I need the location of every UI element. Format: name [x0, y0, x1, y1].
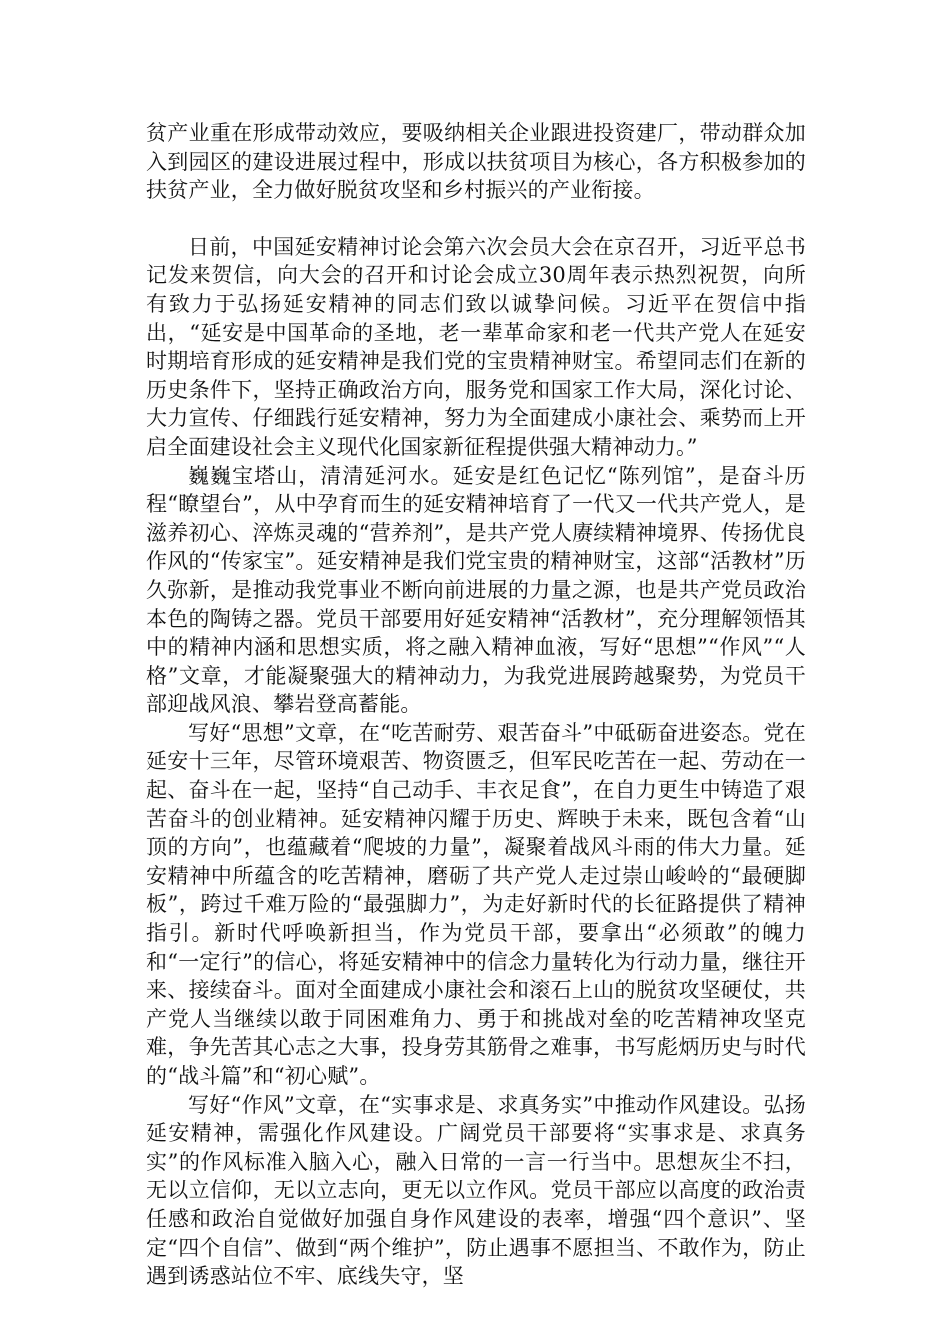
paragraph: 日前，中国延安精神讨论会第六次会员大会在京召开，习近平总书记发来贺信，向大会的召开和讨论会成立30周年表示热烈祝贺，向所有致力于弘扬延安精神的同志们致以诚挚问候。习近平在贺信中指出，“延安是中国革命的圣地，老一辈革命家和老一代共产党人在延安时期培育形成的延安精神是我们党的宝贵精神财宝。希望同志们在新的历史条件下，坚持正确政治方向，服务党和国家工作大局，深化讨论、大力宣传、仔细践行延安精神，努力为全面建成小康社会、乘势而上开启全面建设社会主义现代化国家新征程提供强大精神动力。”	[146, 234, 806, 459]
paragraph: 巍巍宝塔山，清清延河水。延安是红色记忆“陈列馆”，是奋斗历程“瞭望台”，从中孕育而生的延安精神培育了一代又一代共产党人，是滋养初心、淬炼灵魂的“营养剂”，是共产党人赓续精神境界、传扬优良作风的“传家宝”。延安精神是我们党宝贵的精神财宝，这部“活教材”历久弥新，是推动我党事业不断向前进展的力量之源，也是共产党员政治本色的陶铸之器。党员干部要用好延安精神“活教材”，充分理解领悟其中的精神内涵和思想实质，将之融入精神血液，写好“思想”“作风”“人格”文章，才能凝聚强大的精神动力，为我党进展跨越聚势，为党员干部迎战风浪、攀岩登高蓄能。	[146, 463, 806, 717]
paragraph: 贫产业重在形成带动效应，要吸纳相关企业跟进投资建厂，带动群众加入到园区的建设进展过程中，形成以扶贫项目为核心，各方积极参加的扶贫产业，全力做好脱贫攻坚和乡村振兴的产业衔接。	[146, 121, 806, 203]
paragraph: 写好“思想”文章，在“吃苦耐劳、艰苦奋斗”中砥砺奋进姿态。党在延安十三年，尽管环境艰苦、物资匮乏，但军民吃苦在一起、劳动在一起、奋斗在一起，坚持“自己动手、丰衣足食”，在自力更生中铸造了艰苦奋斗的创业精神。延安精神闪耀于历史、辉映于未来，既包含着“山顶的方向”，也蕴藏着“爬坡的力量”，凝聚着战风斗雨的伟大力量。延安精神中所蕴含的吃苦精神，磨砺了共产党人走过崇山峻岭的“最硬脚板”，跨过千难万险的“最强脚力”，为走好新时代的长征路提供了精神指引。新时代呼唤新担当，作为党员干部，要拿出“必须敢”的魄力和“一定行”的信心，将延安精神中的信念力量转化为行动力量，继往开来、接续奋斗。面对全面建成小康社会和滚石上山的脱贫攻坚硬仗，共产党人当继续以敢于同困难角力、勇于和挑战对垒的吃苦精神攻坚克难，争先苦其心志之大事，投身劳其筋骨之难事，书写彪炳历史与时代的“战斗篇”和“初心赋”。	[146, 720, 806, 1088]
paragraph: 写好“作风”文章，在“实事求是、求真务实”中推动作风建设。弘扬延安精神，需强化作风建设。广阔党员干部要将“实事求是、求真务实”的作风标准入脑入心，融入日常的一言一行当中。思想灰尘不扫，无以立信仰，无以立志向，更无以立作风。党员干部应以高度的政治责任感和政治自觉做好加强自身作风建设的表率，增强“四个意识”、坚定“四个自信”、做到“两个维护”，防止遇事不愿担当、不敢作为，防止遇到诱惑站位不牢、底线失守，坚	[146, 1092, 806, 1289]
document-body	[146, 119, 806, 1291]
